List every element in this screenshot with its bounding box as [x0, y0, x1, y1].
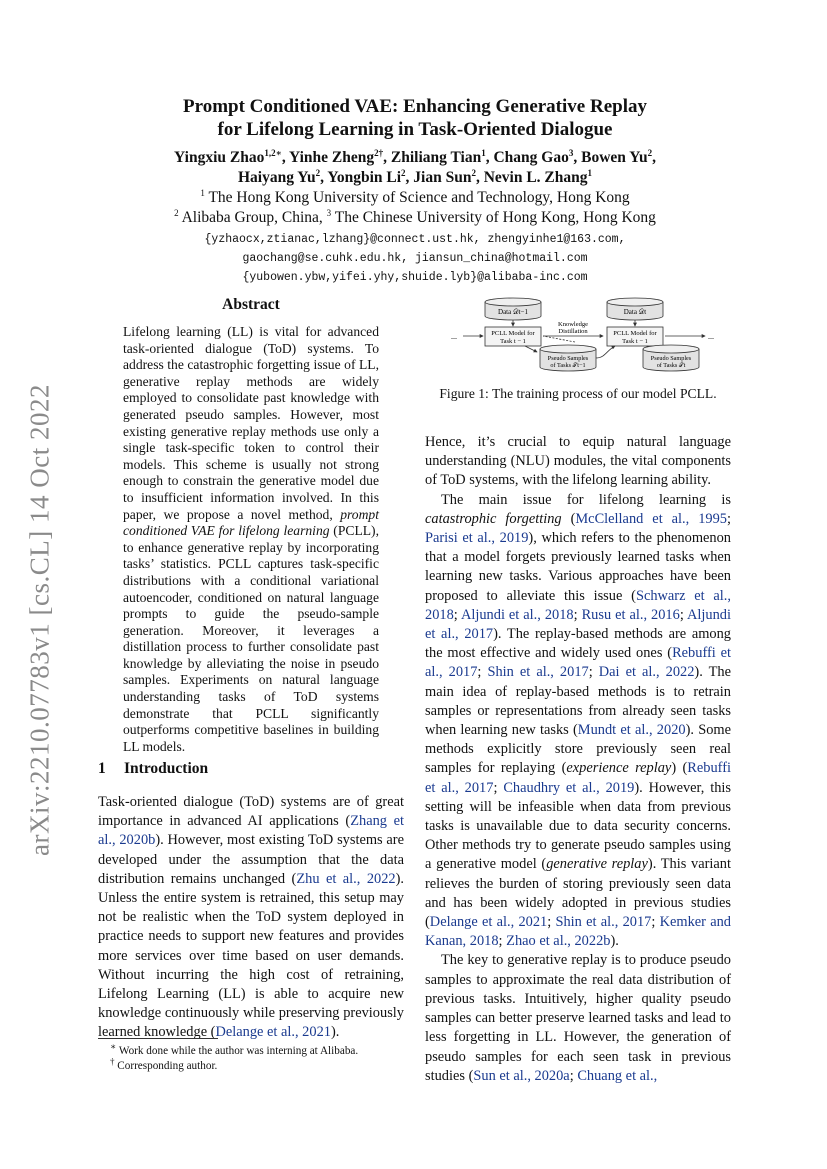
svg-text:PCLL Model for: PCLL Model for	[491, 330, 535, 337]
footnote: † Corresponding author.	[110, 1055, 218, 1072]
kd-label: Knowledge	[558, 321, 588, 328]
pseudo-samples-prev	[540, 345, 596, 371]
email-line: {yzhaocx,ztianac,lzhang}@connect.ust.hk, zhengyinhe1@163.com,	[204, 233, 626, 246]
ellipsis-left: ...	[451, 332, 457, 341]
citation-link[interactable]: Sun et al., 2020a	[473, 1067, 570, 1084]
citation-link[interactable]: Parisi et al., 2019	[425, 530, 529, 547]
abstract-heading: Abstract	[222, 296, 280, 313]
paragraph: The main issue for lifelong learning is catastrophic forgetting (McClelland et al., 1995; Parisi et al., 2019), which refers to the phenomenon that a model forgets previously learned tasks when learning new tasks. Various approaches have been proposed to alleviate this issue (Schwarz et al., 2018; Aljundi et al., 2018; Rusu et al., 2016; Aljundi et al., 2017). The replay-based methods are among the most effective and widely used ones (Rebuffi et al., 2017; Shin et al., 2017; Dai et al., 2022). The main idea of replay-based methods is to retrain samples or representations from already seen tasks when learning new tasks (Mundt et al., 2020). Some methods explicitly store previously seen real samples for replaying (experience replay) (Rebuffi et al., 2017; Chaudhry et al., 2019). However, this setting will be infeasible when data from previous tasks is unavailable due to data security concerns. Other methods try to generate pseudo samples using a generative model (generative replay). This variant relieves the burden of storing previously seen data and has been widely adopted in previous studies (Delange et al., 2021; Shin et al., 2017; Kemker and Kanan, 2018; Zhao et al., 2022b).	[425, 491, 731, 950]
kd-label: Distillation	[558, 328, 588, 335]
model-box-prev	[485, 327, 541, 346]
footnotes	[110, 1041, 405, 1073]
citation-link[interactable]: Aljundi et al., 2017	[425, 606, 731, 643]
citation-link[interactable]: Delange et al., 2021	[429, 914, 548, 931]
citation-link[interactable]: Dai et al., 2022	[598, 664, 695, 681]
citation-link[interactable]: Zhao et al., 2022b	[506, 933, 611, 950]
svg-text:of Tasks 𝒯t: of Tasks 𝒯t	[656, 362, 686, 369]
citation-link[interactable]: Shin et al., 2017	[555, 914, 652, 931]
figure-1-caption: Figure 1: The training process of our model PCLL.	[439, 386, 717, 401]
author: Yongbin Li$^2$,	[327, 167, 414, 186]
author: Zhiliang Tian$^1$,	[390, 147, 494, 166]
data-cylinder-prev	[485, 298, 541, 320]
paragraph: Hence, it’s crucial to equip natural language understanding (NLU) modules, the vital components of ToD systems, with the lifelong learning ability.	[425, 434, 731, 489]
introduction-paragraph: Task-oriented dialogue (ToD) systems are of great importance in advanced AI applications (Zhang et al., 2020b). However, most existing ToD systems are developed under the assumption that the data distribution remains unchanged (Zhu et al., 2022). Unless the entire system is retrained, this setup may not be realistic when the ToD system deployed in practice needs to support new features and provides more services over time based on user demands. Without incurring the high cost of retraining, Lifelong Learning (LL) is able to acquire new knowledge continuously while preserving previously learned knowledge (Delange et al., 2021).	[98, 794, 404, 1041]
title-line-1: Prompt Conditioned VAE: Enhancing Generative Replay	[183, 96, 647, 117]
paper-title	[100, 95, 730, 141]
abstract-body: Lifelong learning (LL) is vital for advanced task-oriented dialogue (ToD) systems. To address the catastrophic forgetting issue of LL, generative replay methods are widely employed to consolidate past knowledge with generated pseudo samples. However, most existing generative replay methods use only a single task-specific token to control their models. This scheme is usually not strong enough to constrain the generative model due to insufficient information involved. In this paper, we propose a novel method, prompt conditioned VAE for lifelong learning (PCLL), to enhance generative replay by incorporating tasks’ statistics. PCLL captures task-specific distributions with a conditional variational autoencoder, conditioned on natural language prompts to guide the pseudo-sample generation. Moreover, it leverages a distillation process to further consolidate past knowledge by alleviating the noise in pseudo samples. Experiments on natural language understanding tasks of ToD systems demonstrate that PCLL significantly outperforms competitive baselines in building LL models.	[123, 324, 379, 754]
author: Bowen Yu$^2$,	[581, 147, 656, 166]
citation-link[interactable]: Shin et al., 2017	[487, 664, 589, 681]
figure-1-diagram	[425, 290, 731, 374]
svg-text:Data 𝒟t: Data 𝒟t	[623, 308, 647, 316]
author: Yinhe Zheng$^{2\dagger}$,	[289, 147, 391, 166]
data-cylinder-current	[607, 298, 663, 320]
right-column-body	[425, 433, 731, 1086]
citation-link[interactable]: Zhang et al., 2020b	[98, 813, 404, 849]
svg-text:Task t − 1: Task t − 1	[622, 338, 648, 345]
affiliations	[100, 188, 730, 228]
footnote-rule	[98, 1038, 218, 1039]
affiliation-line-1: $^1$ The Hong Kong University of Science and Technology, Hong Kong	[200, 187, 630, 206]
affiliation-line-2: $^2$ Alibaba Group, China, $^3$ The Chinese University of Hong Kong, Hong Kong	[174, 207, 656, 226]
author-list	[100, 148, 730, 188]
author: Jian Sun$^2$,	[413, 167, 484, 186]
section-heading-introduction: 1 Introduction	[98, 760, 209, 777]
svg-text:Pseudo Samples: Pseudo Samples	[650, 355, 692, 362]
paragraph: The key to generative replay is to produce pseudo samples to approximate the real data distribution of previous tasks. Intuitively, higher quality pseudo samples can better preserve learned tasks and lead to less forgetting in LL. However, the generation of pseudo samples for each seen task in previous studies (Sun et al., 2020a; Chuang et al.,	[425, 952, 731, 1084]
footnote: ∗ Work done while the author was interning at Alibaba.	[110, 1041, 359, 1057]
citation-link[interactable]: Schwarz et al., 2018	[425, 587, 731, 623]
author: Chang Gao$^3$,	[493, 147, 582, 166]
citation-link[interactable]: Mundt et al., 2020	[577, 722, 686, 739]
citation-link[interactable]: Rebuffi et al., 2017	[425, 760, 731, 796]
svg-text:Data 𝒟t−1: Data 𝒟t−1	[498, 308, 528, 316]
svg-text:of Tasks 𝒯t−1: of Tasks 𝒯t−1	[550, 362, 586, 369]
citation-link[interactable]: Chuang et al.,	[577, 1067, 658, 1084]
svg-text:Pseudo Samples: Pseudo Samples	[547, 355, 589, 362]
svg-text:Task t − 1: Task t − 1	[500, 338, 526, 345]
model-box-current	[607, 327, 663, 346]
citation-link[interactable]: Rusu et al., 2016	[581, 606, 680, 623]
citation-link[interactable]: Zhu et al., 2022	[296, 870, 396, 887]
arxiv-stamp: arXiv:2210.07783v1 [cs.CL] 14 Oct 2022	[24, 384, 55, 856]
author: Yingxiu Zhao$^{1,2∗}$,	[174, 147, 289, 166]
author-emails	[100, 230, 730, 287]
svg-text:PCLL Model for: PCLL Model for	[613, 330, 657, 337]
title-line-2: for Lifelong Learning in Task-Oriented Dialogue	[217, 119, 613, 140]
email-line: {yubowen.ybw,yifei.yhy,shuide.lyb}@alibaba-inc.com	[242, 271, 588, 284]
citation-link[interactable]: McClelland et al., 1995	[575, 510, 727, 527]
ellipsis-right: ...	[708, 332, 714, 341]
citation-link[interactable]: Chaudhry et al., 2019	[503, 779, 635, 796]
citation-link[interactable]: Delange et al., 2021	[215, 1024, 331, 1041]
author: Haiyang Yu$^2$,	[237, 167, 328, 186]
citation-link[interactable]: Kemker and Kanan, 2018	[425, 914, 731, 950]
email-line: gaochang@se.cuhk.edu.hk, jiansun_china@hotmail.com	[242, 252, 588, 265]
author: Nevin L. Zhang$^1$	[483, 167, 592, 186]
pseudo-samples-current	[643, 345, 699, 371]
citation-link[interactable]: Rebuffi et al., 2017	[425, 645, 731, 681]
citation-link[interactable]: Aljundi et al., 2018	[460, 606, 574, 623]
